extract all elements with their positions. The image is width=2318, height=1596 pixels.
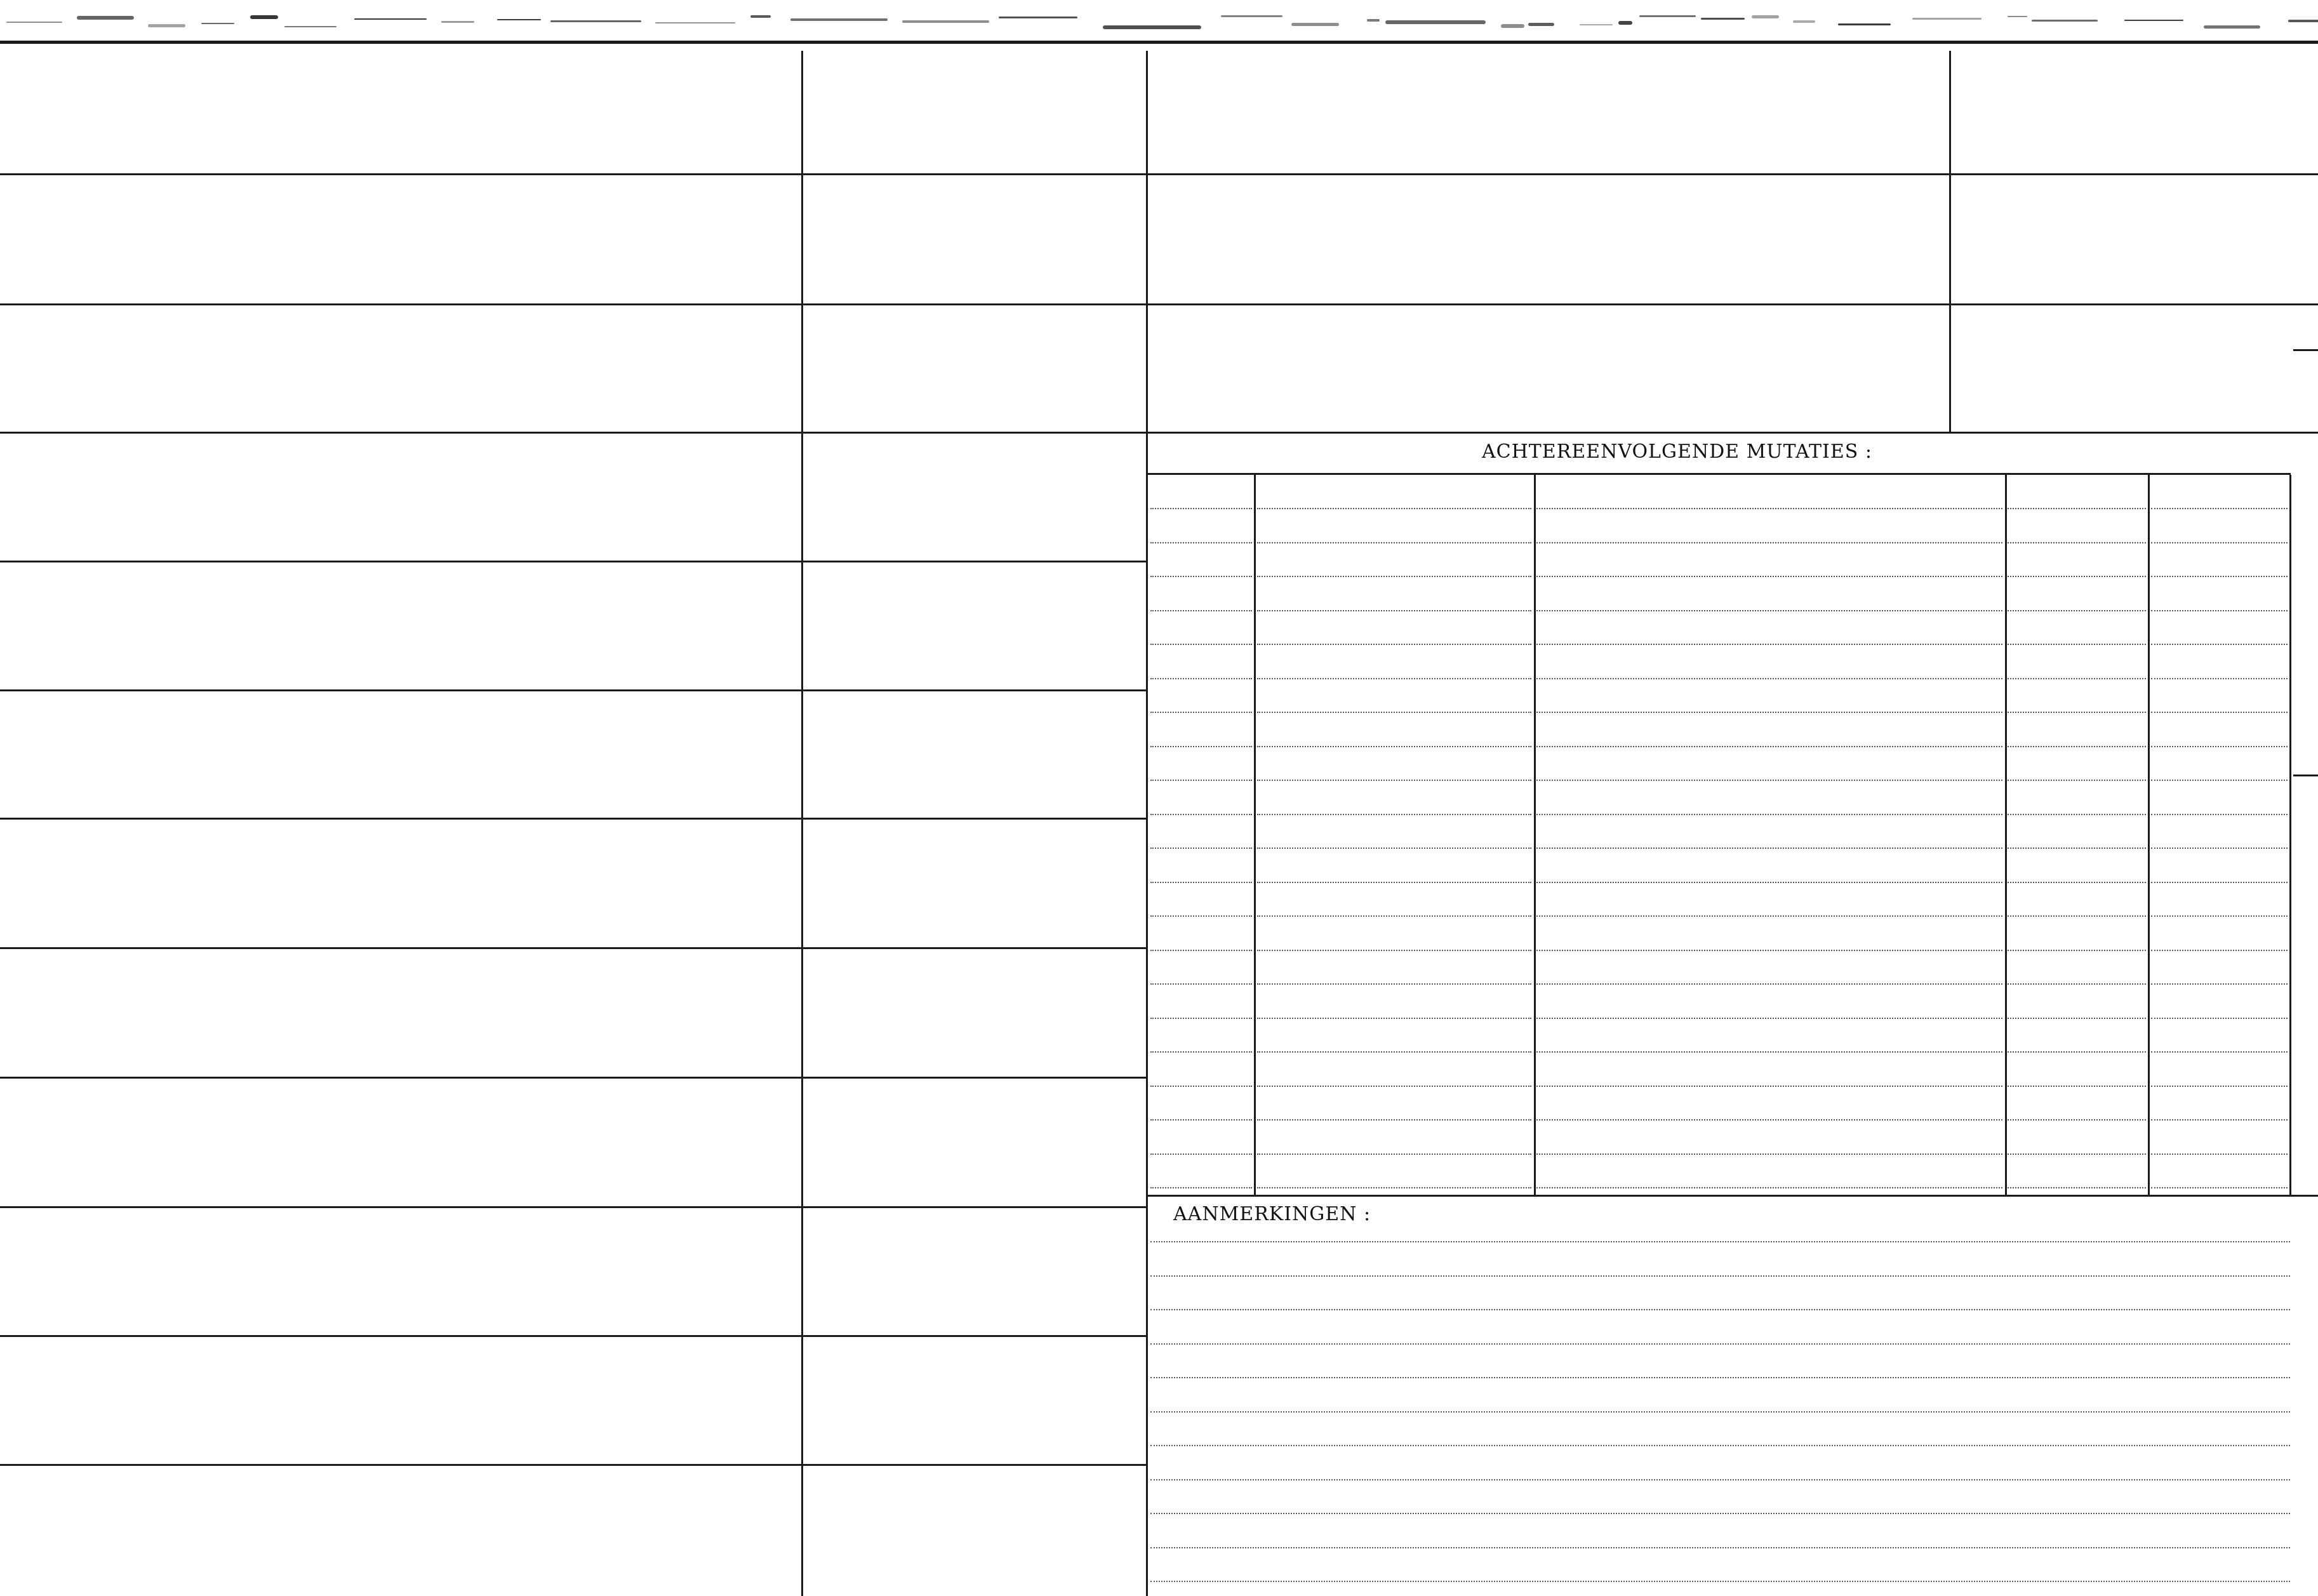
mutation-row-dotted-line (1150, 746, 1252, 747)
mutations-title: ACHTEREENVOLGENDE MUTATIES : (1482, 441, 1872, 463)
mutation-row-dotted-line (1536, 1086, 2002, 1087)
scan-artifact-mark (2008, 16, 2027, 17)
mutation-row-dotted-line (1150, 1018, 1252, 1019)
remark-dotted-line (1150, 1547, 2290, 1548)
scan-artifact-mark (201, 23, 234, 24)
mutation-row-dotted-line (1150, 814, 1252, 815)
mutation-row-dotted-line (2008, 712, 2146, 713)
center-grid-row-rule (803, 1206, 1146, 1208)
mutation-row-dotted-line (2008, 1154, 2146, 1155)
left-column-divider (801, 51, 803, 1596)
mutation-row-dotted-line (1150, 576, 1252, 577)
remarks-title: AANMERKINGEN : (1173, 1203, 1371, 1225)
scan-artifact-mark (1501, 24, 1524, 28)
center-grid-row-rule (803, 561, 1146, 562)
left-grid-row-rule (0, 561, 801, 562)
edge-tick-lower (2293, 775, 2318, 776)
mutation-row-dotted-line (1536, 610, 2002, 611)
mutation-row-dotted-line (2008, 950, 2146, 951)
mutation-row-dotted-line (1257, 1018, 1531, 1019)
right-upper-divider (1949, 51, 1951, 432)
scan-artifact-mark (441, 21, 474, 23)
mutation-row-dotted-line (1257, 1187, 1531, 1188)
mutation-row-dotted-line (1257, 950, 1531, 951)
remark-dotted-line (1150, 1309, 2290, 1310)
mutation-row-dotted-line (2151, 848, 2288, 849)
mutation-row-dotted-line (2151, 678, 2288, 679)
scan-artifact-mark (2204, 25, 2260, 29)
mutations-col-2 (1534, 475, 1536, 1195)
center-grid-row-rule (803, 1077, 1146, 1079)
remark-dotted-line (1150, 1275, 2290, 1277)
right-upper-row-3 (1148, 432, 2318, 434)
mutation-row-dotted-line (1257, 644, 1531, 645)
mutation-row-dotted-line (1536, 1187, 2002, 1188)
scan-artifact-mark (1639, 15, 1696, 17)
mutation-row-dotted-line (2008, 1086, 2146, 1087)
mutation-row-dotted-line (1150, 882, 1252, 883)
mutation-row-dotted-line (2151, 882, 2288, 883)
mutation-row-dotted-line (1536, 678, 2002, 679)
mutation-row-dotted-line (1257, 915, 1531, 917)
edge-tick-upper (2293, 349, 2318, 351)
scan-artifact-mark (1752, 15, 1779, 18)
mutation-row-dotted-line (2151, 542, 2288, 543)
mutation-row-dotted-line (2008, 508, 2146, 509)
mutation-row-dotted-line (2008, 746, 2146, 747)
mutation-row-dotted-line (2008, 780, 2146, 781)
scan-artifact-mark (148, 24, 185, 27)
mutation-row-dotted-line (2008, 1018, 2146, 1019)
scan-artifact-mark (1385, 20, 1486, 24)
center-grid-row-rule (803, 1464, 1146, 1466)
scan-artifact-mark (1367, 19, 1380, 22)
mutation-row-dotted-line (2008, 644, 2146, 645)
scan-artifact-mark (77, 16, 134, 20)
left-grid-row-rule (0, 689, 801, 691)
mutation-row-dotted-line (1257, 746, 1531, 747)
mutation-row-dotted-line (2008, 542, 2146, 543)
mutation-row-dotted-line (1536, 1051, 2002, 1053)
mutation-row-dotted-line (2151, 983, 2288, 985)
mutation-row-dotted-line (2151, 814, 2288, 815)
right-upper-row-2 (1148, 303, 2318, 305)
mutation-row-dotted-line (2008, 678, 2146, 679)
scan-artifact-mark (550, 20, 641, 22)
mutation-row-dotted-line (1257, 508, 1531, 509)
mutation-row-dotted-line (1536, 508, 2002, 509)
mutation-row-dotted-line (2008, 1187, 2146, 1188)
mutation-row-dotted-line (2151, 1187, 2288, 1188)
scan-artifact-mark (1103, 25, 1201, 29)
mutation-row-dotted-line (1257, 780, 1531, 781)
scan-artifact-mark (902, 20, 989, 23)
remark-dotted-line (1150, 1479, 2290, 1480)
mutation-row-dotted-line (1150, 508, 1252, 509)
mutation-row-dotted-line (1257, 610, 1531, 611)
center-grid-row-rule (803, 1335, 1146, 1337)
scan-artifact-mark (354, 18, 427, 20)
mutation-row-dotted-line (1150, 1086, 1252, 1087)
mutations-col-1 (1254, 475, 1256, 1195)
mutation-row-dotted-line (1257, 712, 1531, 713)
scan-artifact-mark (250, 15, 278, 19)
mutation-row-dotted-line (1150, 950, 1252, 951)
mutation-row-dotted-line (1536, 848, 2002, 849)
scan-artifact-mark (1618, 21, 1632, 25)
remark-dotted-line (1150, 1445, 2290, 1446)
mutations-col-3 (2005, 475, 2007, 1195)
mutation-row-dotted-line (1536, 814, 2002, 815)
center-grid-row-rule (803, 173, 1146, 175)
mutation-row-dotted-line (2008, 610, 2146, 611)
mutation-row-dotted-line (2151, 746, 2288, 747)
scan-artifact-mark (790, 18, 888, 21)
mutation-row-dotted-line (1150, 1051, 1252, 1053)
mutation-row-dotted-line (2008, 1051, 2146, 1053)
center-grid-row-rule (803, 818, 1146, 820)
scan-artifact-mark (497, 19, 541, 20)
center-grid-row-rule (803, 303, 1146, 305)
right-upper-row-1 (1148, 173, 2318, 175)
left-grid-row-rule (0, 1464, 801, 1466)
mutation-row-dotted-line (1536, 1119, 2002, 1121)
left-grid-row-rule (0, 1335, 801, 1337)
left-grid-row-rule (0, 1206, 801, 1208)
mutation-row-dotted-line (1536, 746, 2002, 747)
mutation-row-dotted-line (1257, 1051, 1531, 1053)
mutation-row-dotted-line (1536, 983, 2002, 985)
mutation-row-dotted-line (1150, 610, 1252, 611)
scan-artifact-mark (1838, 23, 1891, 25)
mutation-row-dotted-line (1150, 644, 1252, 645)
scan-artifact-mark (1291, 23, 1339, 26)
mutation-row-dotted-line (1150, 780, 1252, 781)
mutation-row-dotted-line (1257, 848, 1531, 849)
mutation-row-dotted-line (1536, 950, 2002, 951)
mutation-row-dotted-line (2008, 915, 2146, 917)
mutation-row-dotted-line (1257, 1119, 1531, 1121)
mutation-row-dotted-line (2008, 576, 2146, 577)
mutation-row-dotted-line (1536, 644, 2002, 645)
center-grid-row-rule (803, 947, 1146, 949)
remark-dotted-line (1150, 1581, 2290, 1582)
scan-artifact-mark (284, 26, 336, 27)
mutation-row-dotted-line (1536, 712, 2002, 713)
remark-dotted-line (1150, 1343, 2290, 1345)
mutation-row-dotted-line (2151, 950, 2288, 951)
mutation-row-dotted-line (1150, 915, 1252, 917)
mutation-row-dotted-line (2151, 576, 2288, 577)
left-grid-row-rule (0, 818, 801, 820)
center-grid-row-rule (803, 432, 1146, 434)
mutation-row-dotted-line (1257, 1154, 1531, 1155)
left-grid-row-rule (0, 432, 801, 434)
mutation-row-dotted-line (1150, 678, 1252, 679)
mutation-row-dotted-line (1536, 915, 2002, 917)
mutation-row-dotted-line (2151, 1051, 2288, 1053)
scan-artifact-mark (2288, 20, 2318, 22)
mutation-row-dotted-line (1257, 814, 1531, 815)
mutation-row-dotted-line (1257, 576, 1531, 577)
mutations-col-4 (2148, 475, 2150, 1195)
mutation-row-dotted-line (2008, 848, 2146, 849)
left-grid-row-rule (0, 947, 801, 949)
mutation-row-dotted-line (1150, 712, 1252, 713)
mutation-row-dotted-line (2008, 1119, 2146, 1121)
mutation-row-dotted-line (2151, 610, 2288, 611)
mutation-row-dotted-line (1536, 1018, 2002, 1019)
scan-artifact-mark (750, 15, 771, 18)
mutation-row-dotted-line (2008, 814, 2146, 815)
mutation-row-dotted-line (2151, 915, 2288, 917)
center-grid-row-rule (803, 689, 1146, 691)
scan-artifact-mark (2124, 20, 2183, 21)
mutation-row-dotted-line (2151, 1154, 2288, 1155)
remark-dotted-line (1150, 1411, 2290, 1413)
mutation-row-dotted-line (1150, 1154, 1252, 1155)
mutation-row-dotted-line (1257, 678, 1531, 679)
left-grid-row-rule (0, 303, 801, 305)
scan-artifact-mark (1580, 24, 1613, 25)
mutation-row-dotted-line (1536, 542, 2002, 543)
mutation-row-dotted-line (2008, 882, 2146, 883)
mutation-row-dotted-line (2151, 1018, 2288, 1019)
left-grid-row-rule (0, 173, 801, 175)
center-column-divider (1146, 51, 1148, 1596)
mutation-row-dotted-line (2151, 1086, 2288, 1087)
mutation-row-dotted-line (1150, 1119, 1252, 1121)
mutation-row-dotted-line (1257, 542, 1531, 543)
mutation-row-dotted-line (1536, 780, 2002, 781)
mutation-row-dotted-line (1257, 1086, 1531, 1087)
scan-artifact-mark (655, 22, 735, 23)
scan-artifact-mark (6, 22, 62, 23)
remark-dotted-line (1150, 1241, 2290, 1242)
mutation-row-dotted-line (2151, 712, 2288, 713)
mutation-row-dotted-line (1150, 542, 1252, 543)
mutation-row-dotted-line (2151, 780, 2288, 781)
mutation-row-dotted-line (2151, 508, 2288, 509)
scan-artifact-mark (1701, 18, 1745, 20)
mutation-row-dotted-line (1257, 882, 1531, 883)
scan-artifact-mark (2032, 20, 2098, 22)
left-grid-row-rule (0, 1077, 801, 1079)
scan-edge-artifact (0, 11, 2318, 36)
remark-dotted-line (1150, 1513, 2290, 1514)
mutations-bottom-rule (1148, 1195, 2318, 1197)
remark-dotted-line (1150, 1377, 2290, 1378)
scan-artifact-mark (1912, 18, 1982, 20)
scan-artifact-mark (1221, 15, 1282, 17)
top-border-rule (0, 41, 2318, 44)
scan-artifact-mark (1528, 23, 1554, 26)
mutation-row-dotted-line (1150, 983, 1252, 985)
mutation-row-dotted-line (1257, 983, 1531, 985)
mutation-row-dotted-line (2151, 644, 2288, 645)
mutation-row-dotted-line (1150, 848, 1252, 849)
scan-artifact-mark (999, 17, 1077, 18)
mutation-row-dotted-line (1536, 882, 2002, 883)
mutation-row-dotted-line (2151, 1119, 2288, 1121)
mutation-row-dotted-line (2008, 983, 2146, 985)
scan-artifact-mark (1793, 20, 1815, 23)
mutation-row-dotted-line (1150, 1187, 1252, 1188)
mutation-row-dotted-line (1536, 1154, 2002, 1155)
mutations-col-5 (2289, 475, 2291, 1195)
mutations-header-rule (1148, 473, 2291, 475)
mutation-row-dotted-line (1536, 576, 2002, 577)
